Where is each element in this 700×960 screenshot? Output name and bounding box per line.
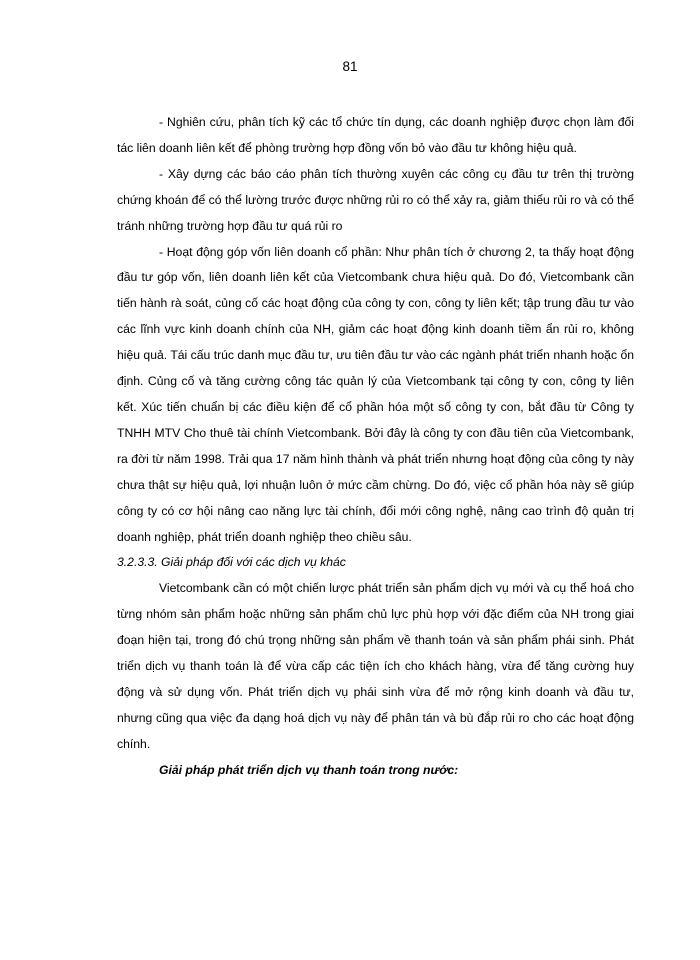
page-number: 81: [342, 59, 358, 74]
paragraph-other-services: Vietcombank cần có một chiến lược phát triển sản phẩm dịch vụ mới và cụ thể hoá cho từng nhóm sản phẩm hoặc những sản phẩm chủ lực phù hợp với đặc điểm của NH trong giai đoạn hiện tại, trong đó chú trọng những sản phẩm về thanh toán và sản phẩm phái sinh. Phát triển dịch vụ thanh toán là để vừa cấp các tiện ích cho khách hàng, vừa để tăng cường huy động và sử dụng vốn. Phát triển dịch vụ phái sinh vừa để mở rộng kinh doanh và đầu tư, nhưng cũng qua việc đa dạng hoá dịch vụ này để phân tán và bù đắp rủi ro cho các hoạt động chính.: [117, 581, 634, 751]
paragraph-analysis-reports: - Xây dựng các báo cáo phân tích thường xuyên các công cụ đầu tư trên thị trường chứng khoán để có thể lường trước được những rủi ro có thể xảy ra, giảm thiểu rủi ro và có thể tránh những trường hợp đầu tư quá rủi ro: [117, 166, 634, 233]
page-body: [117, 110, 634, 784]
paragraph-research-partners: - Nghiên cứu, phân tích kỹ các tổ chức tín dụng, các doanh nghiệp được chọn làm đối tác liên doanh liên kết để phòng trường hợp đồng vốn bỏ vào đầu tư không hiệu quả.: [117, 115, 634, 155]
subheading-domestic-payment: Giải pháp phát triển dịch vụ thanh toán trong nước:: [159, 762, 459, 777]
paragraph-joint-venture: - Hoạt động góp vốn liên doanh cổ phần: Như phân tích ở chương 2, ta thấy hoạt động đầu tư góp vốn, liên doanh liên kết của Vietcombank chưa hiệu quả. Do đó, Vietcombank cần tiến hành rà soát, củng cố các hoạt động của công ty con, công ty liên kết; tập trung đầu tư vào các lĩnh vực kinh doanh chính của NH, giảm các hoạt động kinh doanh tiềm ẩn rủi ro, không hiệu quả. Tái cấu trúc danh mục đầu tư, ưu tiên đầu tư vào các ngành phát triển nhanh hoặc ổn định. Củng cố và tăng cường công tác quản lý của Vietcombank tại công ty con, công ty liên kết. Xúc tiến chuẩn bị các điều kiện để cổ phần hóa một số công ty con, bắt đầu từ Công ty TNHH MTV Cho thuê tài chính Vietcombank. Bởi đây là công ty con đầu tiên của Vietcombank, ra đời từ năm 1998. Trải qua 17 năm hình thành và phát triển nhưng hoạt động của công ty này chưa thật sự hiệu quả, lợi nhuận luôn ở mức cầm chừng. Do đó, việc cổ phần hóa này sẽ giúp công ty có cơ hội nâng cao năng lực tài chính, đổi mới công nghệ, nâng cao trình độ quản trị doanh nghiệp, phát triển doanh nghiệp theo chiều sâu.: [117, 244, 634, 544]
section-heading: 3.2.3.3. Giải pháp đối với các dịch vụ khác: [117, 555, 346, 570]
